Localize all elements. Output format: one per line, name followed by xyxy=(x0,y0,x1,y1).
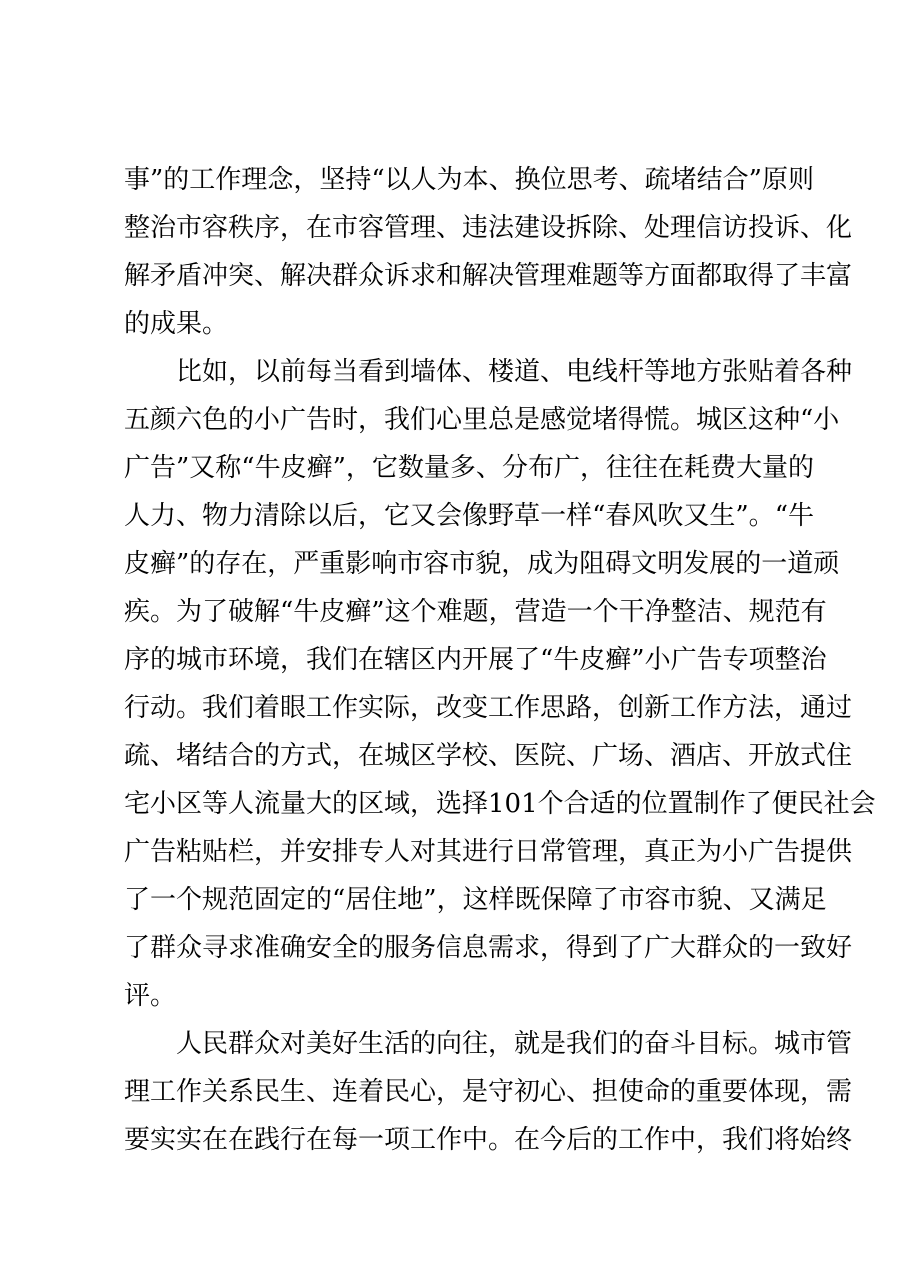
text-line: 要实实在在践行在每一项工作中。在今后的工作中，我们将始终 xyxy=(124,1125,853,1155)
text-line: 行动。我们着眼工作实际，改变工作思路，创新工作方法，通过 xyxy=(124,693,853,723)
text-line: 了群众寻求准确安全的服务信息需求，得到了广大群众的一致好 xyxy=(124,933,853,963)
text-line: 皮癣”的存在，严重影响市容市貌，成为阻碍文明发展的一道顽 xyxy=(124,549,840,579)
text-line: 序的城市环境，我们在辖区内开展了“牛皮癣”小广告专项整治 xyxy=(124,645,827,675)
paragraph-3 xyxy=(124,1020,853,1164)
body-text xyxy=(124,156,876,1164)
text-line: 疏、堵结合的方式，在城区学校、医院、广场、酒店、开放式住 xyxy=(124,741,853,771)
text-line: 疾。为了破解“牛皮癣”这个难题，营造一个干净整洁、规范有 xyxy=(124,597,827,627)
text-line: 整治市容秩序，在市容管理、违法建设拆除、处理信访投诉、化 xyxy=(124,213,853,243)
text-line: 理工作关系民生、连着民心，是守初心、担使命的重要体现，需 xyxy=(124,1077,853,1107)
text-line: 人民群众对美好生活的向往，就是我们的奋斗目标。城市管 xyxy=(176,1029,853,1059)
text-line: 宅小区等人流量大的区域，选择101个合适的位置制作了便民社会 xyxy=(124,789,876,819)
text-line: 的成果。 xyxy=(124,309,229,339)
text-line: 比如，以前每当看到墙体、楼道、电线杆等地方张贴着各种 xyxy=(176,357,853,387)
text-line: 广告”又称“牛皮癣”，它数量多、分布广，往往在耗费大量的 xyxy=(124,453,814,483)
text-line: 五颜六色的小广告时，我们心里总是感觉堵得慌。城区这种“小 xyxy=(124,405,840,435)
text-line: 事”的工作理念，坚持“以人为本、换位思考、疏堵结合”原则 xyxy=(124,165,814,195)
text-line: 广告粘贴栏，并安排专人对其进行日常管理，真正为小广告提供 xyxy=(124,837,853,867)
text-line: 评。 xyxy=(124,981,177,1011)
paragraph-1 xyxy=(124,156,853,348)
text-line: 人力、物力清除以后，它又会像野草一样“春风吹又生”。“牛 xyxy=(124,501,814,531)
paragraph-2 xyxy=(124,348,876,1020)
text-line: 了一个规范固定的“居住地”，这样既保障了市容市貌、又满足 xyxy=(124,885,827,915)
text-line: 解矛盾冲突、解决群众诉求和解决管理难题等方面都取得了丰富 xyxy=(124,261,853,291)
